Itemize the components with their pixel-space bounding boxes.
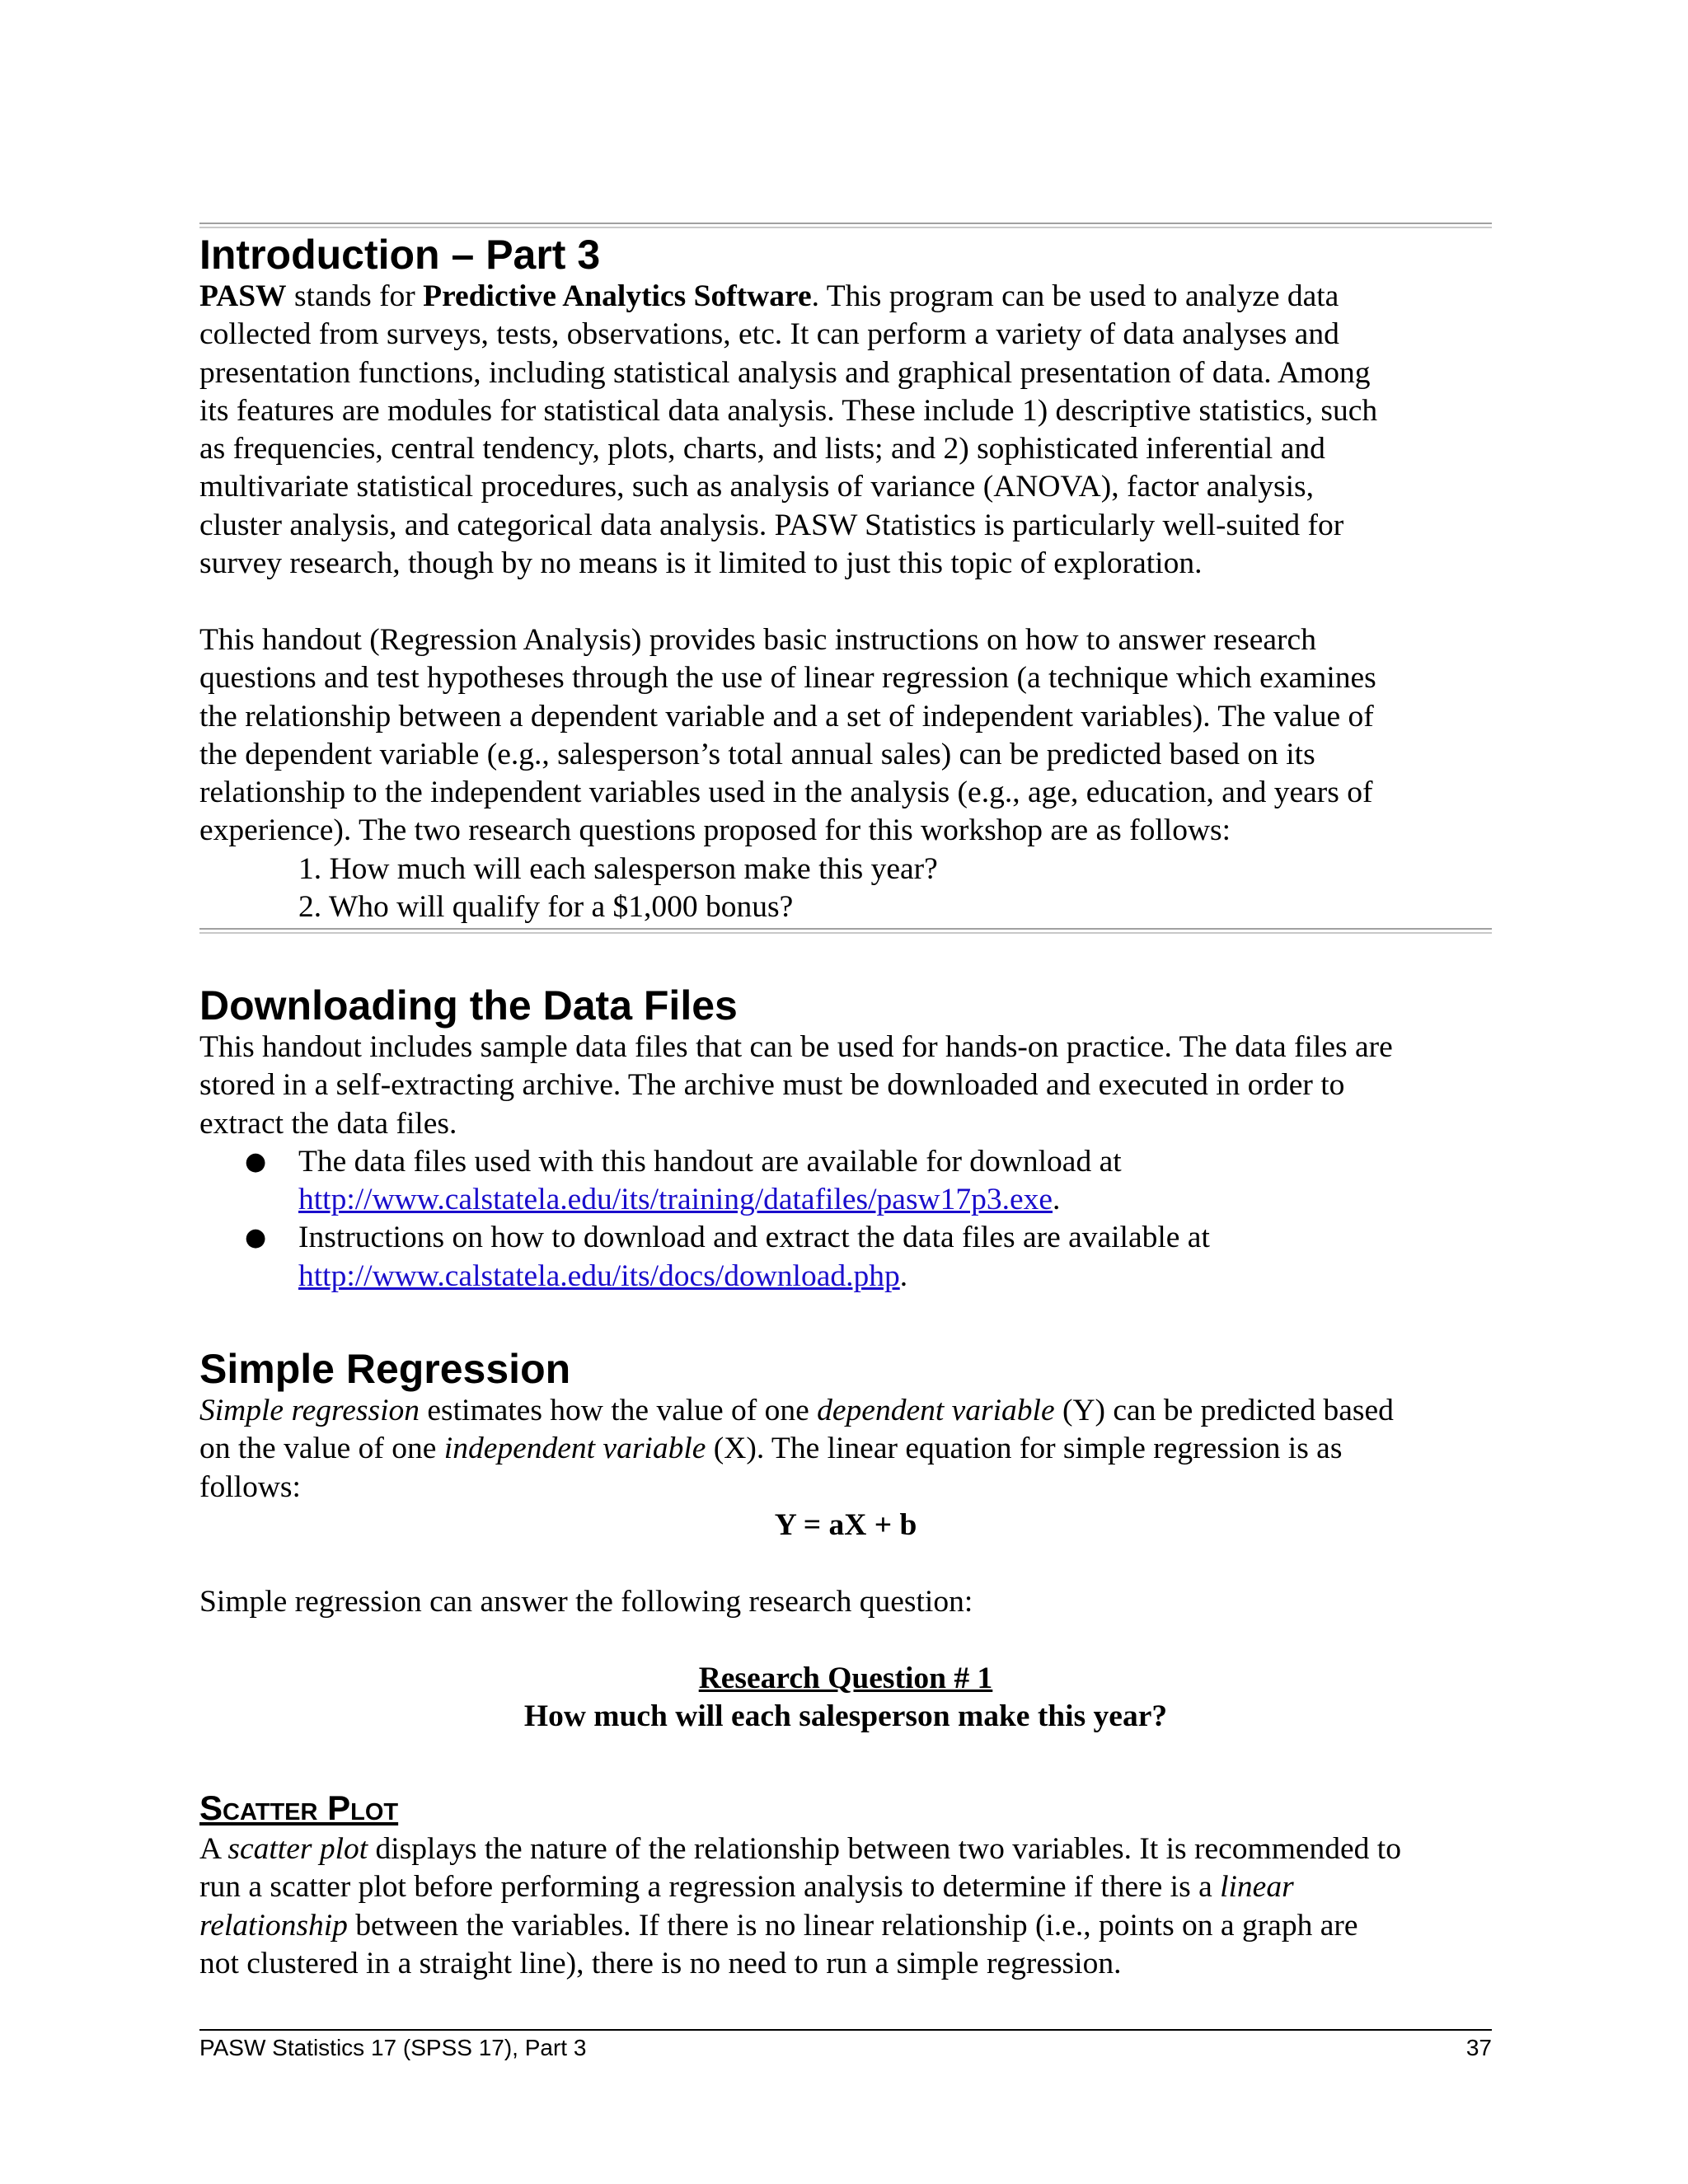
bullet-link-line [298,1181,1492,1219]
intro-p2-line: This handout (Regression Analysis) provides basic instructions on how to answer research [199,623,1316,657]
download-line: This handout includes sample data files that can be used for hands-on practice. The data files are [199,1030,1393,1064]
relationship-term: relationship [199,1908,348,1943]
bullet-icon: ● [245,1146,267,1176]
period: . [899,1258,908,1293]
download-instructions-link[interactable]: http://www.calstatela.edu/its/docs/download.php [298,1258,900,1293]
regression-equation: Y = aX + b [774,1508,917,1542]
bullet-item-data-files [199,1143,1492,1220]
intro-p1-line: cluster analysis, and categorical data analysis. PASW Statistics is particularly well-suited for [199,508,1344,542]
scatter-text: between the variables. If there is no linear relationship (i.e., points on a graph are [347,1908,1358,1943]
footer-title: PASW Statistics 17 (SPSS 17), Part 3 [199,2035,587,2060]
intro-p1-line: collected from surveys, tests, observations, etc. It can perform a variety of data analyses and [199,317,1339,352]
simple-text: estimates how the value of one [420,1394,818,1427]
question-intro-line: Simple regression can answer the following research question: [199,1585,973,1619]
download-line: stored in a self-extracting archive. The archive must be downloaded and executed in order to [199,1068,1345,1103]
top-double-rule [199,223,1492,228]
intro-p1-line [199,278,1492,316]
intro-p2-line: the dependent variable (e.g., salesperson’s total annual sales) can be predicted based on its [199,737,1315,771]
intro-heading: Introduction – Part 3 [199,232,601,278]
research-question-item: 1. How much will each salesperson make this year? [298,851,938,886]
scatter-plot-heading: Scatter Plot [199,1788,399,1827]
intro-p2-line: relationship to the independent variables used in the analysis (e.g., age, education, and years of [199,776,1373,810]
intro-p1-line: as frequencies, central tendency, plots, charts, and lists; and 2) sophisticated inferential and [199,432,1325,466]
intro-p1-text: . This program can be used to analyze data [811,279,1339,313]
intro-bottom-double-rule [199,928,1492,934]
download-paragraph [199,1029,1492,1296]
bullet-item-instructions [199,1219,1492,1296]
scatter-text: A [199,1832,228,1866]
simple-regression-paragraph [199,1392,1492,1507]
simple-text: (X). The linear equation for simple regression is as [706,1432,1343,1466]
simple-regression-term: Simple regression [199,1394,420,1427]
linear-term: linear [1220,1870,1294,1905]
bullet-icon: ● [245,1223,267,1253]
period: . [1053,1183,1061,1217]
intro-p1-line: multivariate statistical procedures, such as analysis of variance (ANOVA), factor analysis, [199,470,1314,504]
download-line: extract the data files. [199,1106,457,1141]
intro-p2-line: the relationship between a dependent variable and a set of independent variables). The value of [199,699,1374,733]
bullet-text: Instructions on how to download and extract the data files are available at [298,1221,1210,1255]
question-intro [199,1583,1492,1621]
scatter-plot-term: scatter plot [227,1832,368,1866]
predictive-analytics-bold: Predictive Analytics Software [423,279,812,313]
document-page [199,0,1492,2184]
bullet-link-line [298,1258,1492,1296]
intro-paragraph-2 [199,621,1492,926]
scatter-line [199,1868,1492,1906]
intro-p1-line: presentation functions, including statistical analysis and graphical presentation of data. Among [199,355,1371,390]
simple-line [199,1430,1492,1468]
download-heading: Downloading the Data Files [199,982,738,1029]
research-question-title [199,1660,1492,1698]
intro-p2-line: experience). The two research questions proposed for this workshop are as follows: [199,813,1231,848]
footer-rule [199,2029,1492,2031]
scatter-text: run a scatter plot before performing a regression analysis to determine if there is a [199,1870,1221,1905]
intro-p2-line: questions and test hypotheses through the use of linear regression (a technique which examines [199,661,1376,696]
simple-text: (Y) can be predicted based [1054,1394,1394,1427]
simple-line: follows: [199,1469,301,1504]
simple-line [199,1392,1492,1430]
scatter-plot-paragraph [199,1830,1492,1983]
data-files-link[interactable]: http://www.calstatela.edu/its/training/datafiles/pasw17p3.exe [298,1183,1053,1217]
research-question-title-text: Research Question # 1 [698,1661,993,1695]
scatter-line: not clustered in a straight line), there is no need to run a simple regression. [199,1946,1122,1980]
simple-regression-heading: Simple Regression [199,1346,571,1392]
page-number: 37 [1465,2035,1492,2060]
research-question-text: How much will each salesperson make this year? [523,1699,1168,1733]
dependent-variable-term: dependent variable [817,1394,1055,1427]
scatter-line [199,1830,1492,1868]
independent-variable-term: independent variable [443,1432,706,1466]
bullet-text: The data files used with this handout are available for download at [298,1144,1122,1179]
scatter-line [199,1907,1492,1945]
scatter-text: displays the nature of the relationship between two variables. It is recommended to [368,1832,1401,1866]
intro-p1-line: its features are modules for statistical data analysis. These include 1) descriptive statistics, such [199,393,1378,428]
research-question-item: 2. Who will qualify for a $1,000 bonus? [298,890,794,925]
intro-p1-text: stands for [286,279,424,313]
simple-text: on the value of one [199,1432,444,1466]
intro-paragraph-1 [199,278,1492,583]
pasw-bold: PASW [199,279,287,313]
intro-p1-line: survey research, though by no means is it limited to just this topic of exploration. [199,546,1203,581]
